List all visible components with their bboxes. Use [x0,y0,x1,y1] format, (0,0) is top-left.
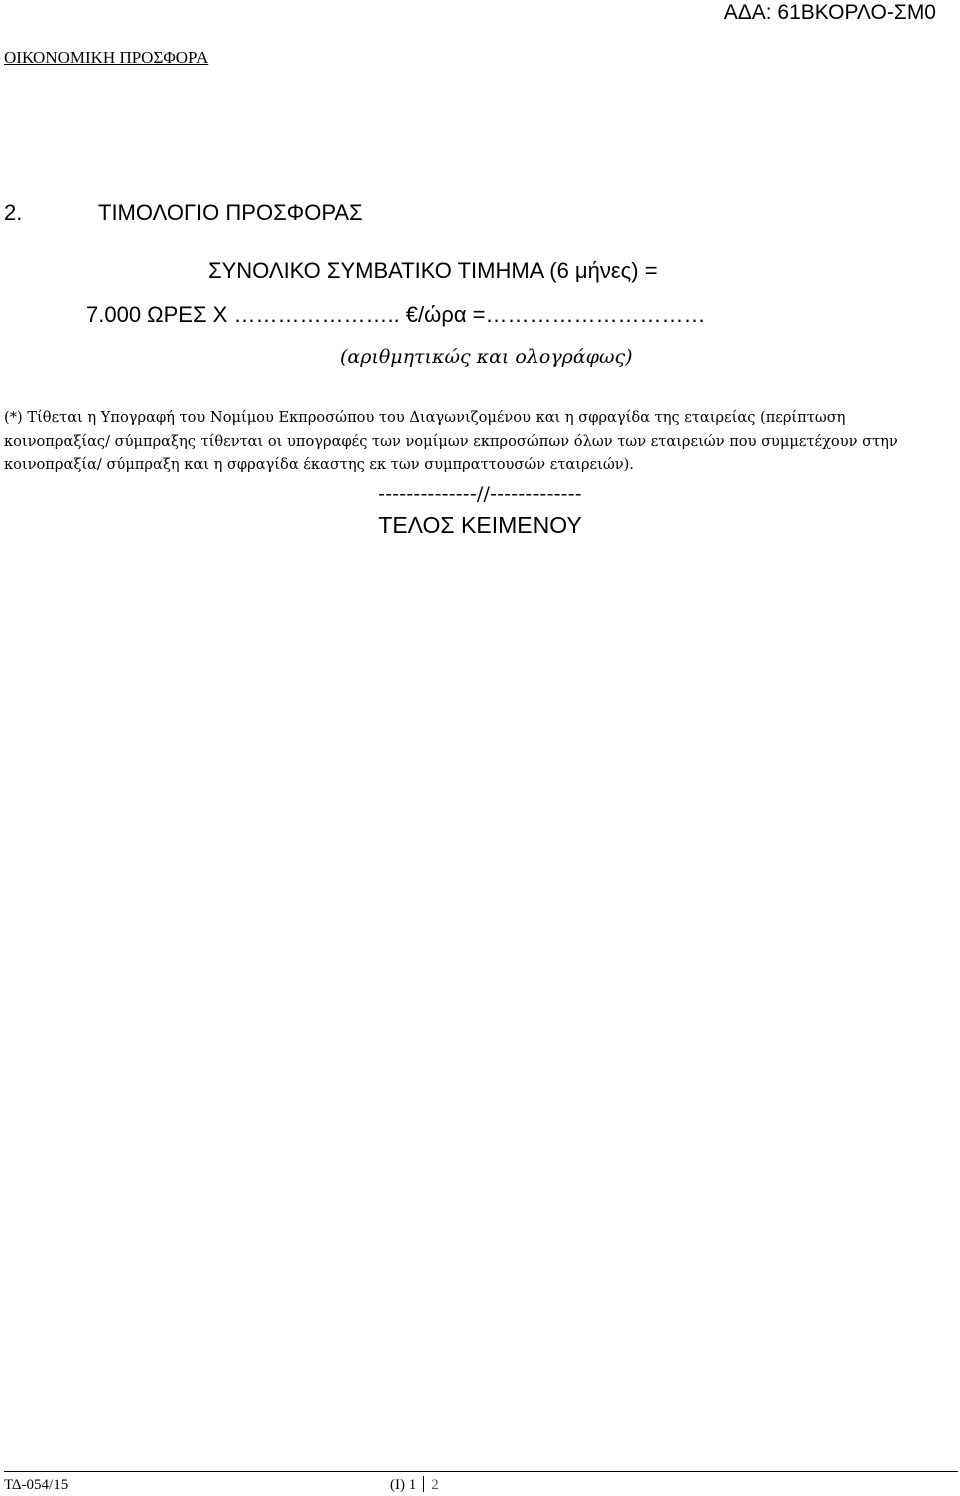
end-of-text: ΤΕΛΟΣ ΚΕΙΜΕΝΟΥ [378,512,582,538]
document-header-title: ΟΙΚΟΝΟΜΙΚΗ ΠΡΟΣΦΟΡΑ [4,48,209,67]
separator-line: --------------//------------- [378,483,582,505]
section-title: ΤΙΜΟΛΟΓΙΟ ΠΡΟΣΦΟΡΑΣ [98,200,363,225]
footer-document-code: ΤΔ-054/15 [4,1477,69,1493]
footer-divider [4,1471,958,1472]
section-number: 2. [4,200,23,225]
footer-section: (Ι) [390,1477,405,1493]
total-price-line: ΣΥΝΟΛΙΚΟ ΣΥΜΒΑΤΙΚΟ ΤΙΜΗΜΑ (6 μήνες) = [208,258,658,283]
section-heading [4,199,363,227]
signature-footnote: (*) Τίθεται η Υπογραφή του Νομίμου Εκπροσώπου του Διαγωνιζομένου και η σφραγίδα της εταιρείας (περίπτωση κοινοπραξίας/ σύμπραξης τίθενται οι υπογραφές των νομίμων εκπροσώπων όλων των εταιρειών που συμμετέχουν στην κοινοπραξία/ σύμπραξη και η σφραγίδα έκαστης εκ των συμπραττουσών εταιρειών). [4,409,898,473]
footer-page-separator [423,1476,424,1492]
footer-page-number: 1 [408,1477,417,1493]
ada-code: ΑΔΑ: 61ΒΚΟΡΛΟ-ΣΜ0 [723,1,936,24]
words-note: (αριθμητικώς και ολογράφως) [340,346,633,368]
hours-rate-line: 7.000 ΩΡΕΣ Χ ………………….. €/ώρα =………………………… [86,302,706,327]
footer-total-pages: 2 [431,1477,439,1493]
footer-page-info [390,1476,439,1494]
